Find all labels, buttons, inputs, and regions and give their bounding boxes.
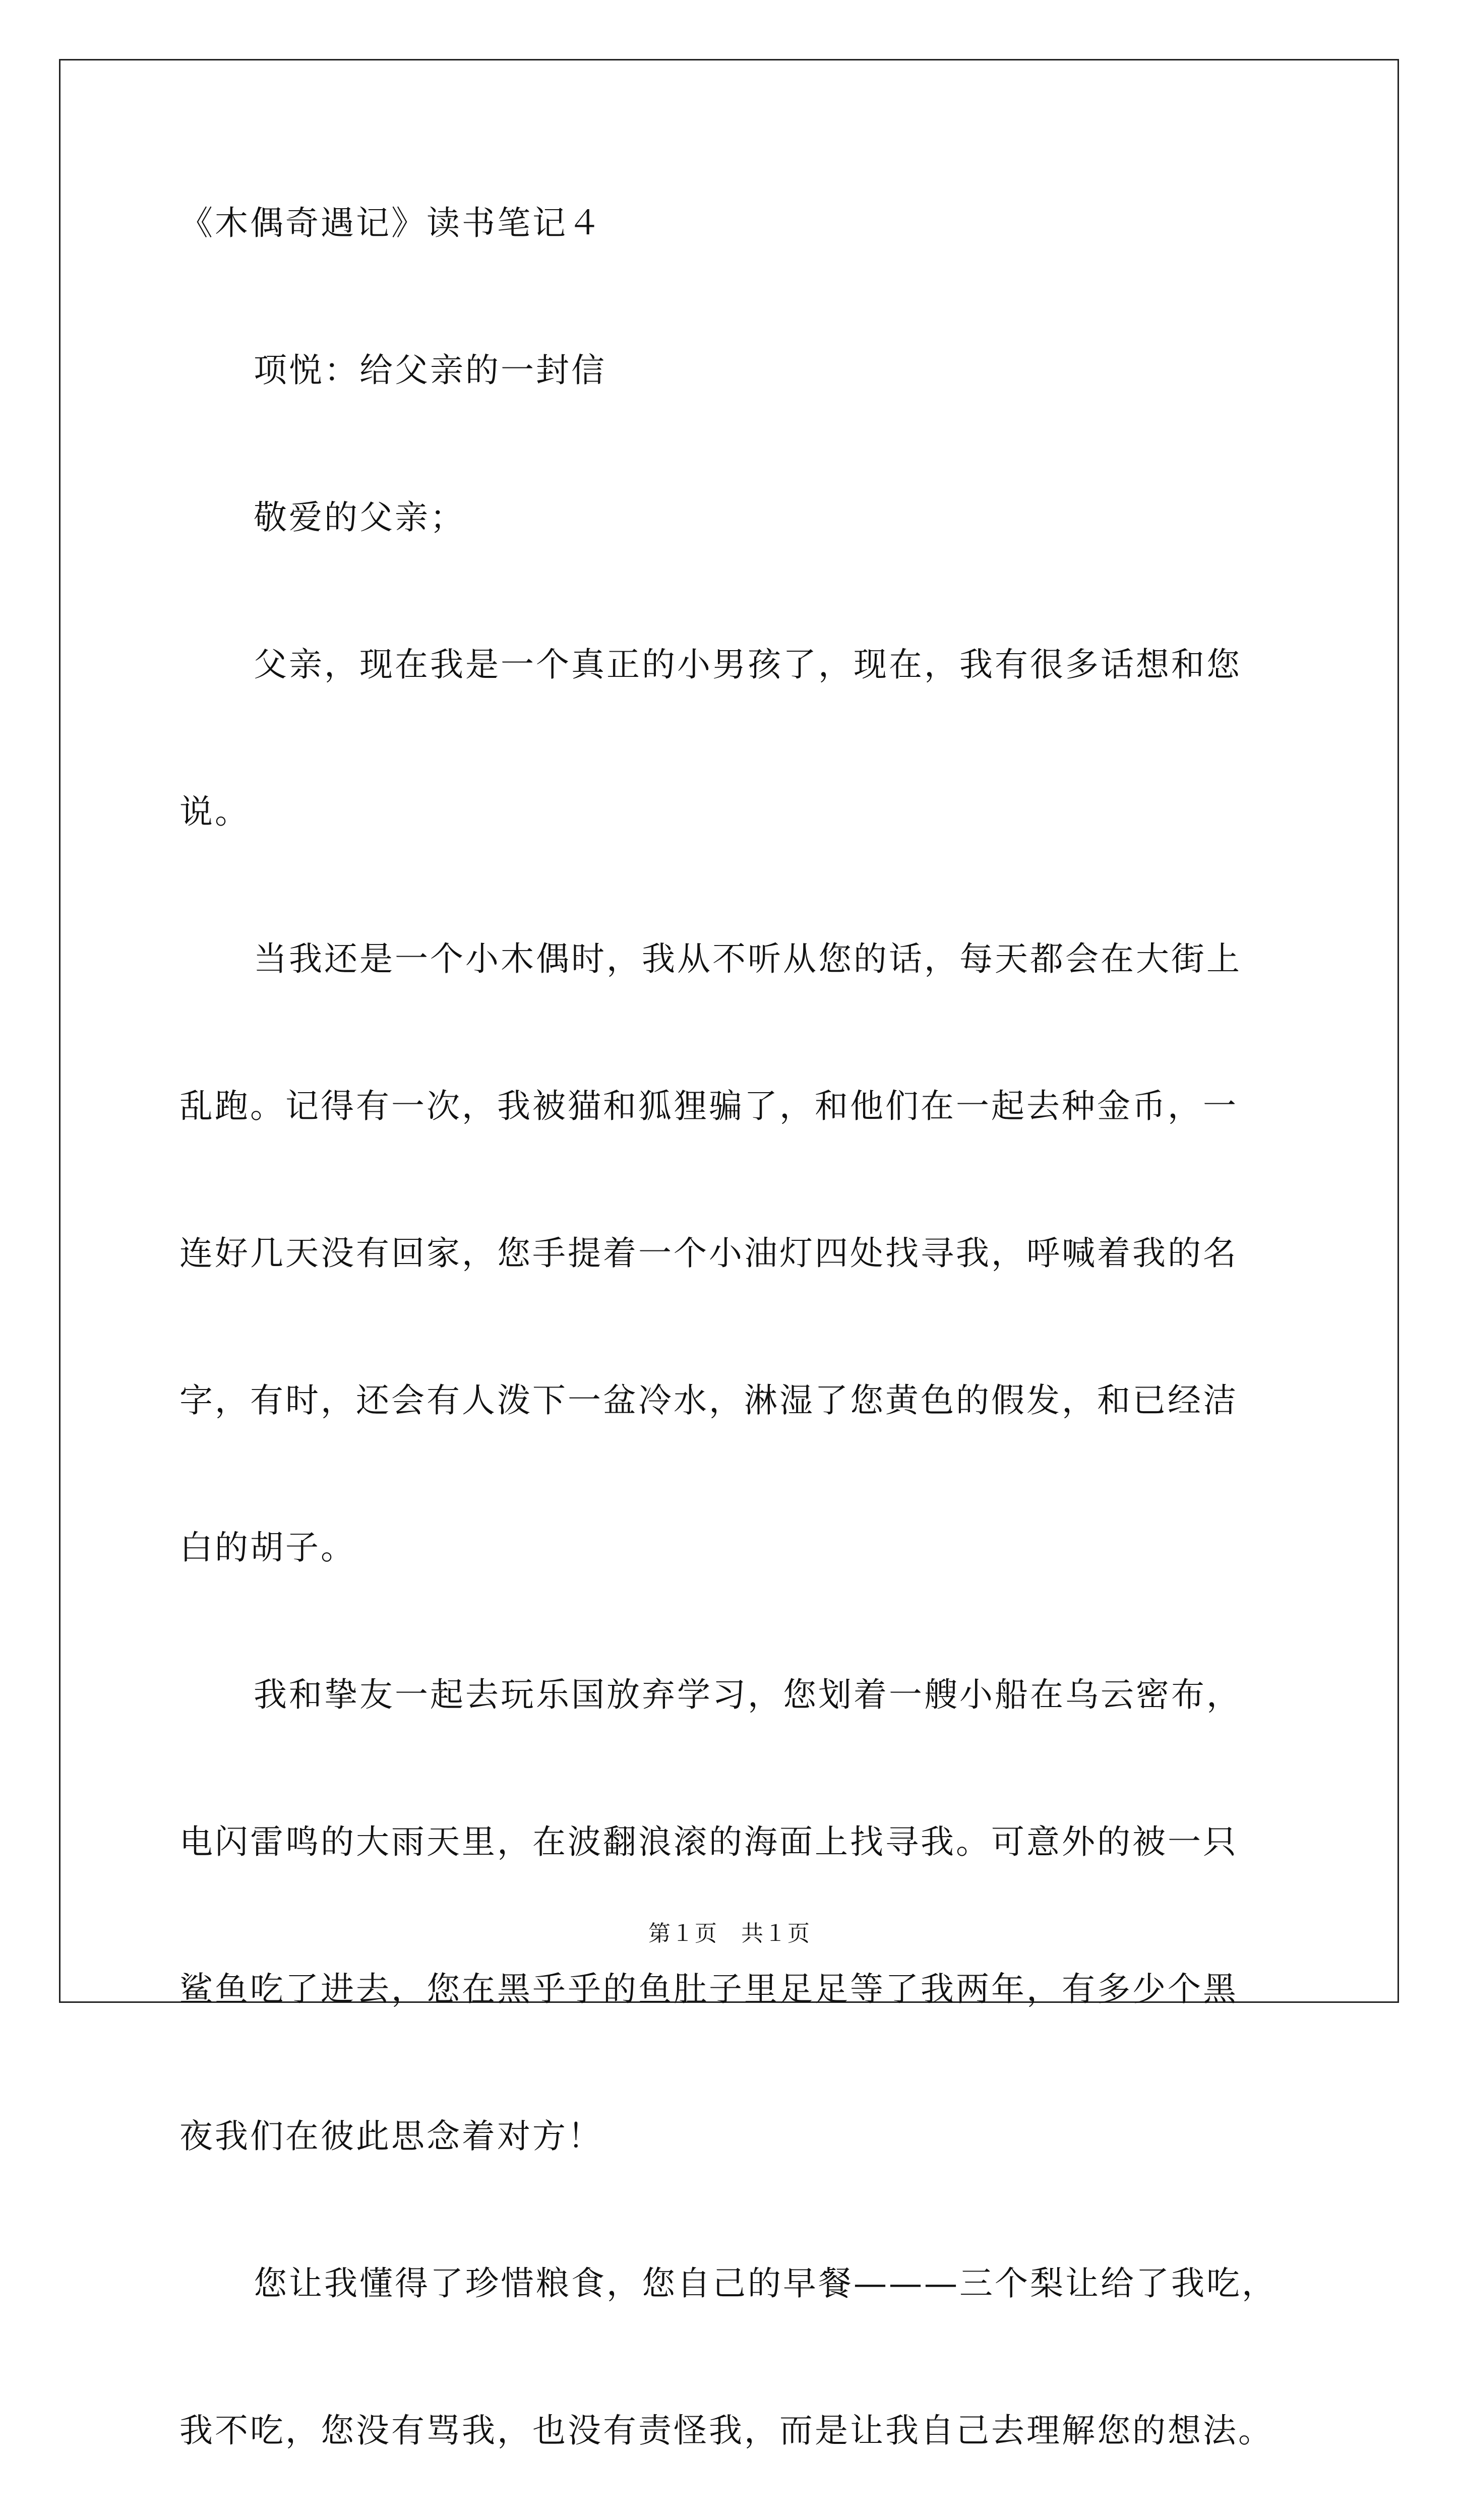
paragraph-line: 我和挚友一起去玩乐国放弃学习，您划着一艘小船在乌云密布，	[254, 1675, 1242, 1714]
document-title: 《木偶奇遇记》读书笔记４	[179, 204, 603, 242]
spacer	[179, 2468, 1314, 2520]
spacer	[179, 554, 1314, 628]
page-footer: 第１页 共１页	[648, 1921, 811, 1946]
paragraph-line: 夜我们在彼此思念着对方！	[179, 2117, 603, 2156]
salutation: 敬爱的父亲；	[254, 498, 465, 537]
spacer	[179, 1143, 1314, 1217]
paragraph-1	[179, 628, 1314, 849]
paragraph-line: 当我还是一个小木偶时，我从不听从您的话，每天都会在大街上	[254, 939, 1242, 978]
spacer	[179, 1732, 1314, 1805]
paragraph-line: 您让我懂得了珍惜粮食，您自己的早餐———三个梨让给了我吃，	[254, 2264, 1277, 2303]
spacer	[179, 2026, 1314, 2100]
paragraph-line: 我不吃，您没有骂我，也没有责怪我，而是让我自己去理解您的想法。	[179, 2411, 1273, 2450]
paragraph-2	[179, 922, 1314, 1585]
spacer	[179, 260, 1314, 334]
paragraph-line: 父亲，现在我是一个真正的小男孩了，现在，我有很多话想和您	[254, 645, 1242, 684]
paragraph-line: 白的胡子。	[179, 1528, 356, 1567]
paragraph-line: 字，有时，还会有人泼下一盆冷水，淋湿了您黄色的假发，和已经洁	[179, 1381, 1238, 1420]
document-body	[179, 186, 1314, 2520]
paragraph-line: 说。	[179, 792, 250, 831]
paragraph-line: 连好几天没有回家，您手提着一个小油灯四处找寻我，呼喊着我的名	[179, 1234, 1238, 1273]
paragraph-line: 电闪雷鸣的大雨天里，在波翻浪滚的海面上找寻我。可意外的被一只	[179, 1822, 1238, 1861]
spacer	[179, 1290, 1314, 1364]
spacer	[179, 407, 1314, 481]
spacer	[179, 2173, 1314, 2247]
paragraph-4	[179, 2247, 1314, 2468]
spacer	[179, 2320, 1314, 2394]
document-subtitle: 项悦：给父亲的一封信	[254, 351, 606, 390]
spacer	[179, 1437, 1314, 1511]
paragraph-line: 鲨鱼吃了进去，您在黑乎乎的鱼肚子里足足等了我两年，有多少个黑	[179, 1970, 1238, 2008]
spacer	[179, 996, 1314, 1069]
paragraph-line: 乱跑。记得有一次，我被猫和狐狸骗了，和他们在一起去种金币，一	[179, 1087, 1238, 1125]
spacer	[179, 1585, 1314, 1658]
spacer	[179, 849, 1314, 922]
spacer	[179, 702, 1314, 775]
